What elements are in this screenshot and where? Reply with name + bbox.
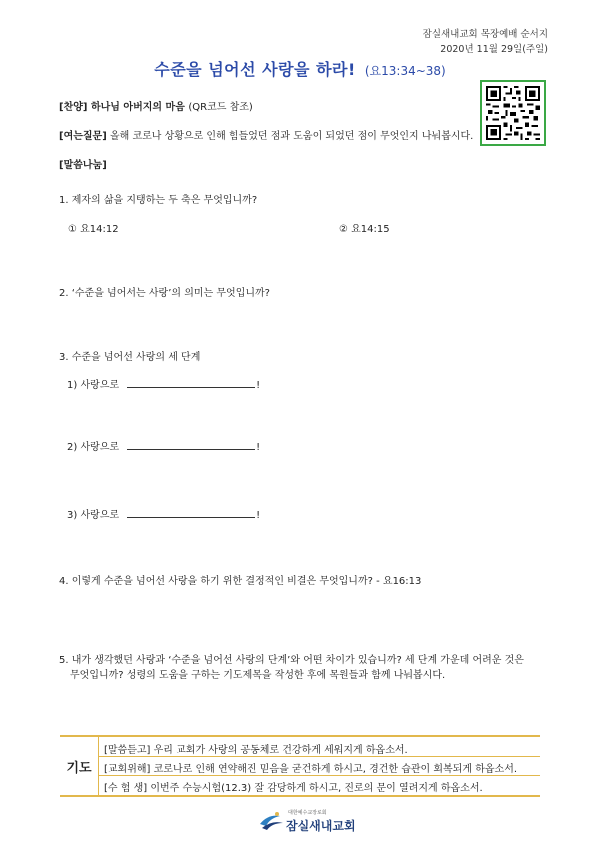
step-2-exclamation: ! — [256, 442, 261, 453]
praise-line — [59, 98, 253, 113]
logo-denomination: 대한예수교장로회 — [288, 810, 327, 816]
sharing-heading: [말씀나눔] — [59, 160, 107, 171]
church-logo — [258, 806, 358, 836]
prayer-divider-2 — [98, 775, 540, 776]
opening-text: 올해 코로나 상황으로 인해 힘들었던 점과 도움이 되었던 점이 무엇인지 나눠봅시다. — [106, 131, 474, 142]
question-3-step-1 — [67, 376, 260, 391]
question-1: 1. 제자의 삶을 지탱하는 두 축은 무엇입니까? — [59, 195, 258, 206]
title-reference: (요13:34~38) — [364, 64, 446, 78]
step-3-exclamation: ! — [256, 510, 261, 521]
church-emblem-icon — [258, 810, 284, 832]
step-2-label: 2) 사랑으로 — [67, 442, 120, 453]
logo-church-name: 잠실새내교회 — [286, 819, 356, 833]
question-5-line-2: 무엇입니까? 성령의 도움을 구하는 기도제목을 작성한 후에 목원들과 함께 나눠봅시다. — [70, 670, 446, 681]
prayer-item-3: [수 험 생] 이번주 수능시험(12.3) 잘 감당하게 하시고, 진로의 문이 열려지게 하옵소서. — [104, 783, 483, 794]
question-3-step-2 — [67, 438, 260, 453]
prayer-item-1: [말씀듣고] 우리 교회가 사랑의 공동체로 건강하게 세워지게 하옵소서. — [104, 745, 408, 756]
question-4: 4. 이렇게 수준을 넘어선 사랑을 하기 위한 결정적인 비결은 무엇입니까? - 요16:13 — [59, 576, 422, 587]
question-1-answer-a: ① 요14:12 — [68, 224, 119, 235]
opening-question-line — [59, 127, 473, 142]
question-3: 3. 수준을 넘어선 사랑의 세 단계 — [59, 352, 201, 363]
praise-note: (QR코드 참조) — [188, 102, 253, 113]
page-title — [0, 57, 600, 80]
prayer-label: 기도 — [60, 737, 99, 795]
prayer-divider-1 — [98, 756, 540, 757]
step-3-blank[interactable] — [127, 508, 255, 518]
question-5-line-1: 5. 내가 생각했던 사랑과 ‘수준을 넘어선 사랑의 단계’와 어떤 차이가 있습니까? 세 단계 가운데 어려운 것은 — [59, 655, 524, 666]
qr-code-icon — [486, 86, 540, 140]
title-main: 수준을 넘어선 사랑을 하라! — [154, 60, 356, 79]
opening-tag: [여는질문] — [59, 131, 107, 142]
step-1-blank[interactable] — [127, 378, 255, 388]
step-1-label: 1) 사랑으로 — [67, 380, 120, 391]
question-1-answer-b: ② 요14:15 — [339, 224, 390, 235]
praise-tag: [찬양] — [59, 102, 88, 113]
praise-title: 하나님 아버지의 마음 — [87, 102, 189, 113]
prayer-item-2: [교회위해] 코로나로 인해 연약해진 믿음을 굳건하게 하시고, 경건한 습관이 회복되게 하옵소서. — [104, 764, 518, 775]
header-date: 2020년 11월 29일(주일) — [440, 44, 548, 55]
step-1-exclamation: ! — [256, 380, 261, 391]
prayer-box — [60, 735, 540, 797]
question-3-step-3 — [67, 506, 260, 521]
header-org: 잠실새내교회 목장예배 순서지 — [422, 29, 548, 40]
step-2-blank[interactable] — [127, 440, 255, 450]
step-3-label: 3) 사랑으로 — [67, 510, 120, 521]
qr-code[interactable] — [480, 80, 546, 146]
question-2: 2. ‘수준을 넘어서는 사랑’의 의미는 무엇입니까? — [59, 288, 270, 299]
